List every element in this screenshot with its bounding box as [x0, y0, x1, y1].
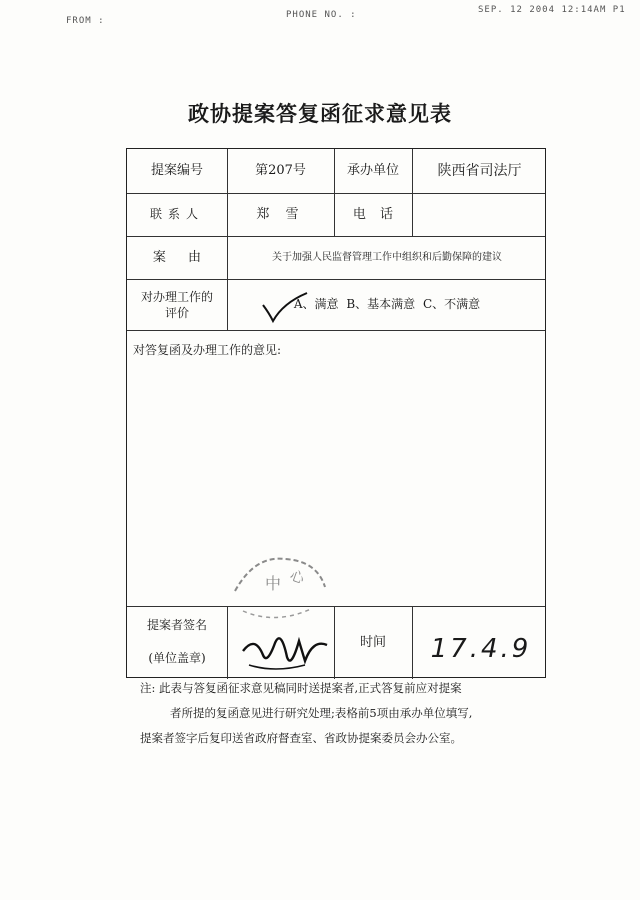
opinion-form-table [126, 148, 546, 678]
fax-from-label: FROM : [66, 16, 105, 26]
signed-date: 17.4.9 [430, 634, 532, 665]
proposal-number-label: 提案编号 [150, 163, 203, 179]
footnote-line-2: 者所提的复函意见进行研究处理;表格前5项由承办单位填写, [170, 706, 473, 720]
checkmark-icon [261, 291, 311, 325]
footnote-line-3: 提案者签字后复印送省政府督查室、省政协提案委员会办公室。 [140, 731, 462, 745]
subject-label: 案 由 [152, 249, 202, 265]
document-title: 政协提案答复函征求意见表 [188, 101, 452, 126]
svg-text:中: 中 [265, 574, 282, 593]
contact-person-label: 联系人 [149, 207, 204, 222]
opinion-label: 对答复函及办理工作的意见: [133, 343, 282, 357]
official-seal-stamp [225, 551, 335, 631]
unit-seal-label: (单位盖章) [148, 650, 206, 665]
proposal-number-value: 第207号 [255, 163, 306, 179]
time-label: 时间 [359, 634, 386, 650]
footnote-line-1: 注: 此表与答复函征求意见稿同时送提案者,正式答复前应对提案 [140, 681, 462, 695]
column-divider [412, 606, 413, 679]
handwritten-signature [235, 621, 335, 677]
contact-person-value: 郑 雪 [256, 206, 305, 222]
handling-unit-value: 陕西省司法厅 [437, 162, 522, 179]
phone-value-empty [412, 193, 547, 236]
footnote [140, 676, 570, 751]
handling-unit-label: 承办单位 [346, 163, 399, 179]
row-divider [127, 330, 545, 331]
fax-date-stamp: SEP. 12 2004 12:14AM P1 [478, 5, 626, 15]
evaluation-options: A、满意 B、基本满意 C、不满意 [293, 297, 481, 312]
evaluation-label: 对办理工作的评价 [141, 289, 214, 320]
subject-value: 关于加强人民监督管理工作中组织和后勤保障的建议 [272, 251, 502, 263]
phone-label: 电 话 [352, 206, 394, 222]
fax-phone-label: PHONE NO. : [286, 10, 357, 20]
signer-label: 提案者签名 [146, 617, 207, 632]
svg-text:心: 心 [287, 567, 307, 588]
